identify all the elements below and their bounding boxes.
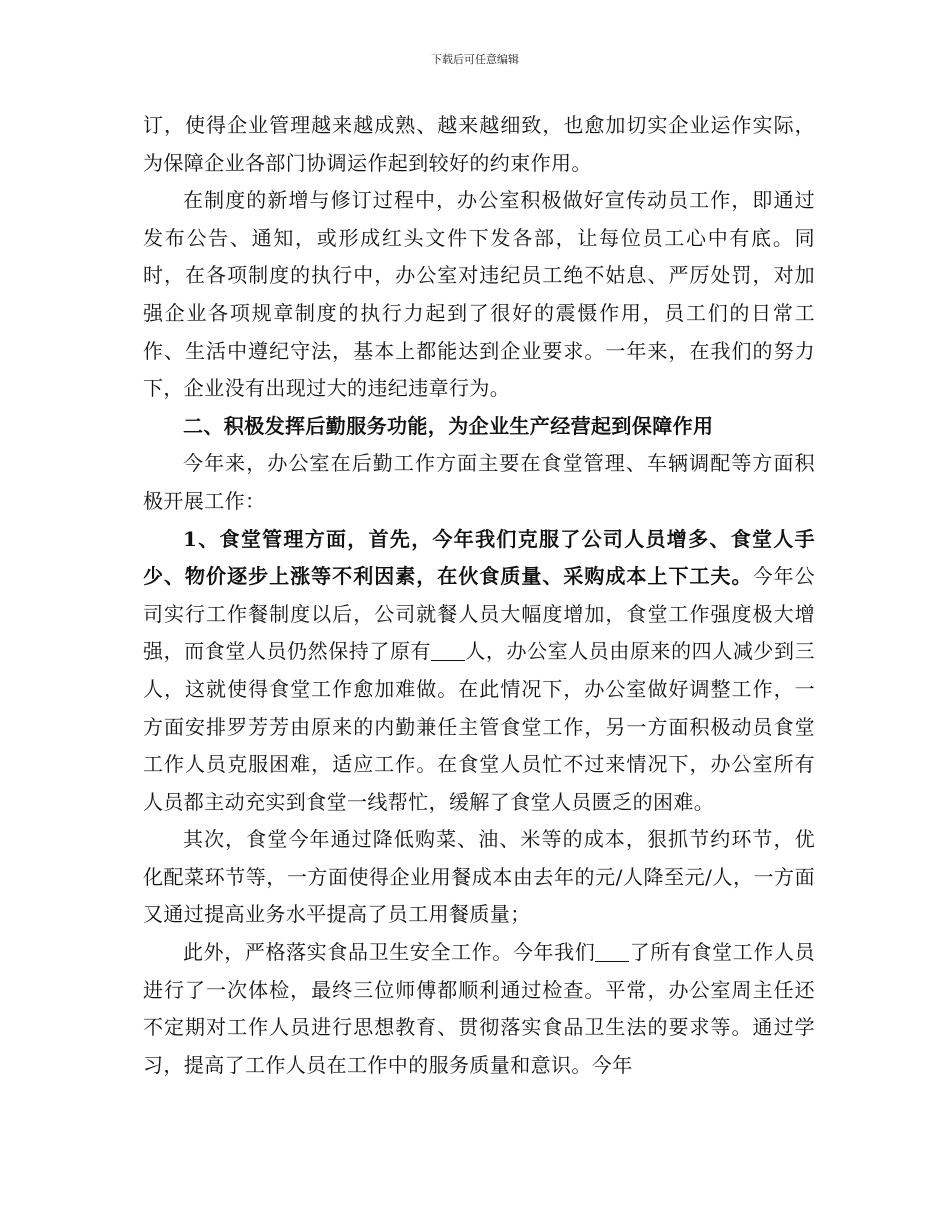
canteen-text-part1: 今年公司实行工作餐制度以后，公司就餐人员大幅度增加，食堂工作强度极大增强，而食堂人员仍然保持了原有	[143, 564, 816, 664]
section-heading-logistics: 二、积极发挥后勤服务功能，为企业生产经营起到保障作用	[183, 413, 714, 438]
paragraph-system-revision: 在制度的新增与修订过程中，办公室积极做好宣传动员工作，即通过发布公告、通知，或形成红头文件下发各部，让每位员工心中有底。同时，在各项制度的执行中，办公室对违纪员工绝不姑息、严厉处罚，对加强企业各项规章制度的执行力起到了很好的震慑作用，员工们的日常工作、生活中遵纪守法，基本上都能达到企业要求。一年来，在我们的努力下，企业没有出现过大的违纪违章行为。	[143, 188, 815, 401]
paragraph-continuation: 订，使得企业管理越来越成熟、越来越细致，也愈加切实企业运作实际，为保障企业各部门协调运作起到较好的约束作用。	[143, 113, 815, 175]
page-header: 下载后可任意编辑	[431, 53, 519, 66]
paragraph-cost-reduction: 其次，食堂今年通过降低购菜、油、米等的成本，狠抓节约环节，优化配菜环节等，一方面使得企业用餐成本由去年的元/人降至元/人，一方面又通过提高业务水平提高了员工用餐质量；	[143, 827, 815, 927]
paragraph-food-safety	[143, 934, 815, 1084]
document-body	[143, 107, 815, 1084]
blank-line	[431, 640, 465, 661]
canteen-bold-lead: 1、食堂管理方面，首先，今年我们克服了公司人员增多、食堂人手少、物价逐步上涨等不利因素，在伙食质量、采购成本上下工夫。	[143, 526, 815, 589]
paragraph-logistics-intro: 今年来，办公室在后勤工作方面主要在食堂管理、车辆调配等方面积极开展工作：	[143, 451, 815, 513]
paragraph-canteen-management	[143, 521, 815, 822]
food-safety-part2: 了所有食堂工作人员进行了一次体检，最终三位师傅都顺利通过检查。平常，办公室周主任还不定期对工作人员进行思想教育、贯彻落实食品卫生法的要求等。通过学习，提高了工作人员在工作中的服务质量和意识。今年	[143, 940, 816, 1077]
blank-line	[595, 941, 629, 962]
canteen-text-part2: 人，办公室人员由原来的四人减少到三人，这就使得食堂工作愈加难做。在此情况下，办公室做好调整工作，一方面安排罗芳芳由原来的内勤兼任主管食堂工作，另一方面积极动员食堂工作人员克服困难，适应工作。在食堂人员忙不过来情况下，办公室所有人员都主动充实到食堂一线帮忙，缓解了食堂人员匮乏的困难。	[143, 639, 815, 814]
food-safety-part1: 此外，严格落实食品卫生安全工作。今年我们	[183, 940, 596, 965]
